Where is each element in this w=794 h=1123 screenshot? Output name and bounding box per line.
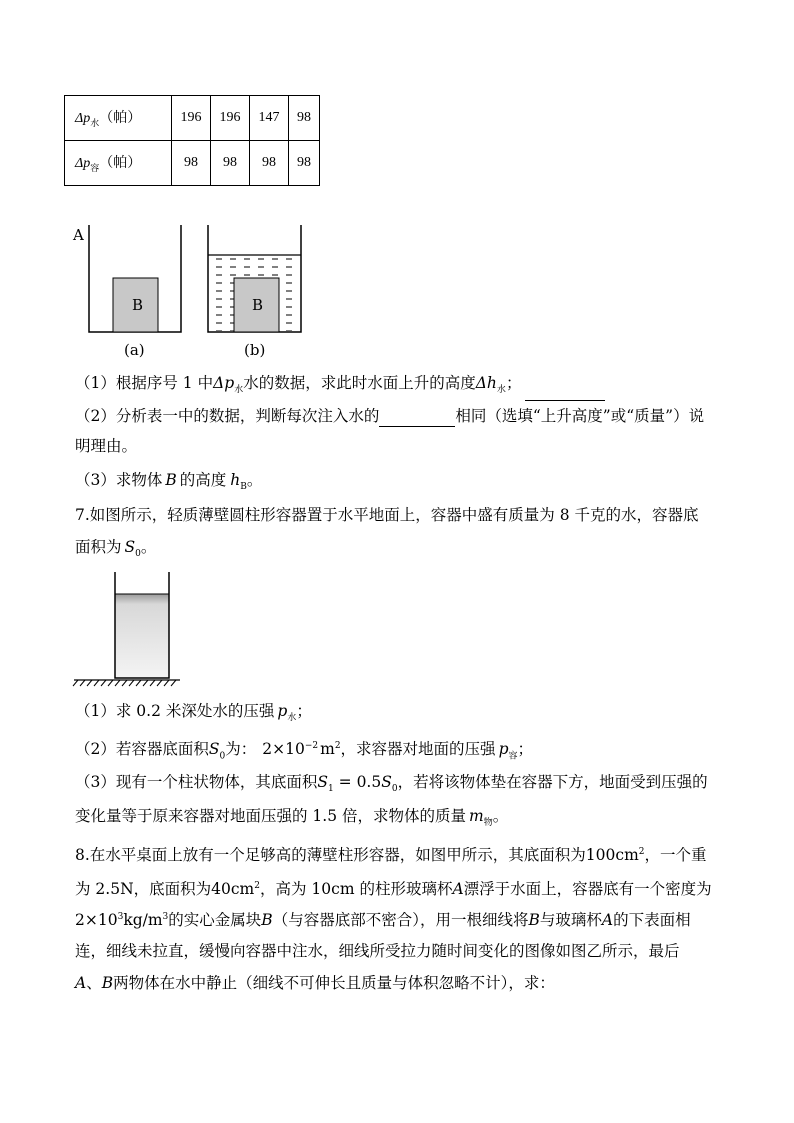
table-cell: 98 [289, 141, 320, 186]
water-q7 [115, 594, 169, 678]
q7-part1: （1）求 0.2 米深处水的压强 $p_水$； [75, 702, 312, 724]
q8-line1: 8.在水平桌面上放有一个足够高的薄壁柱形容器，如图甲所示，其底面积为$100cm^2$，一个重 [75, 846, 707, 865]
q8-line3: $2\times 10^3kg/m^3$的实心金属块B（与容器底部不密合），用一根细线将B与玻璃杯A的下表面相 [75, 911, 691, 930]
q7-part2: （2）若容器底面积$S_0$为： $2\times 10^{-2}$ $m^2$，求容器对地面的压强 $p_容$； [75, 740, 534, 762]
q8-line5: A、B两物体在水中静止（细线不可伸长且质量与体积忽略不计），求： [75, 974, 555, 992]
q7-part3-line1: （3）现有一个柱状物体，其底面积$S_1 = 0.5S_0$，若将该物体垫在容器下方，地面受到压强的 [75, 773, 708, 795]
q8-line4: 连，细线未拉直，缓慢向容器中注水，细线所受拉力随时间变化的图像如图乙所示，最后 [75, 942, 680, 960]
table-cell: 98 [211, 141, 250, 186]
q7-line1: 7.如图所示，轻质薄壁圆柱形容器置于水平地面上，容器中盛有质量为 8 千克的水，容器底 [75, 506, 699, 524]
q6-part2-cont: 明理由。 [75, 437, 138, 455]
answer-blank[interactable] [525, 384, 605, 401]
row-label: $\Delta p_水$（帕） [65, 96, 172, 141]
table-cell: 147 [250, 96, 289, 141]
q6-part2: （2）分析表一中的数据，判断每次注入水的 相同（选填“上升高度”或“质量”）说 [75, 407, 705, 425]
table-cell: 98 [289, 96, 320, 141]
q8-line2: 为 2.5N，底面积为$40cm^2$，高为 10cm 的柱形玻璃杯A漂浮于水面上，容器底有一个密度为 [75, 880, 712, 899]
q6-part1: （1）根据序号 1 中$\Delta p_水$水的数据，求此时水面上升的高度$\Delta h_水$； [75, 372, 605, 401]
caption-b: (b) [244, 341, 266, 359]
container-figure-q7 [72, 568, 182, 690]
label-b-in-a: B [132, 296, 144, 314]
table-row [65, 96, 320, 141]
table-row [65, 141, 320, 186]
caption-a: (a) [124, 341, 145, 359]
row-label: $\Delta p_容$（帕） [65, 141, 172, 186]
q6-part3: （3）求物体 B 的高度 $h_B$。 [75, 471, 263, 493]
container-figure-ab [60, 215, 320, 365]
data-table [64, 95, 320, 186]
label-b-in-b: B [252, 296, 264, 314]
q7-line2: 面积为 $S_0$。 [75, 538, 157, 560]
table-cell: 98 [172, 141, 211, 186]
table-cell: 98 [250, 141, 289, 186]
table-cell: 196 [211, 96, 250, 141]
label-a-letter: A [73, 226, 84, 244]
q7-part3-line2: 变化量等于原来容器对地面压强的 1.5 倍，求物体的质量 $m_物$。 [75, 807, 509, 829]
answer-blank[interactable] [379, 410, 455, 427]
table-cell: 196 [172, 96, 211, 141]
